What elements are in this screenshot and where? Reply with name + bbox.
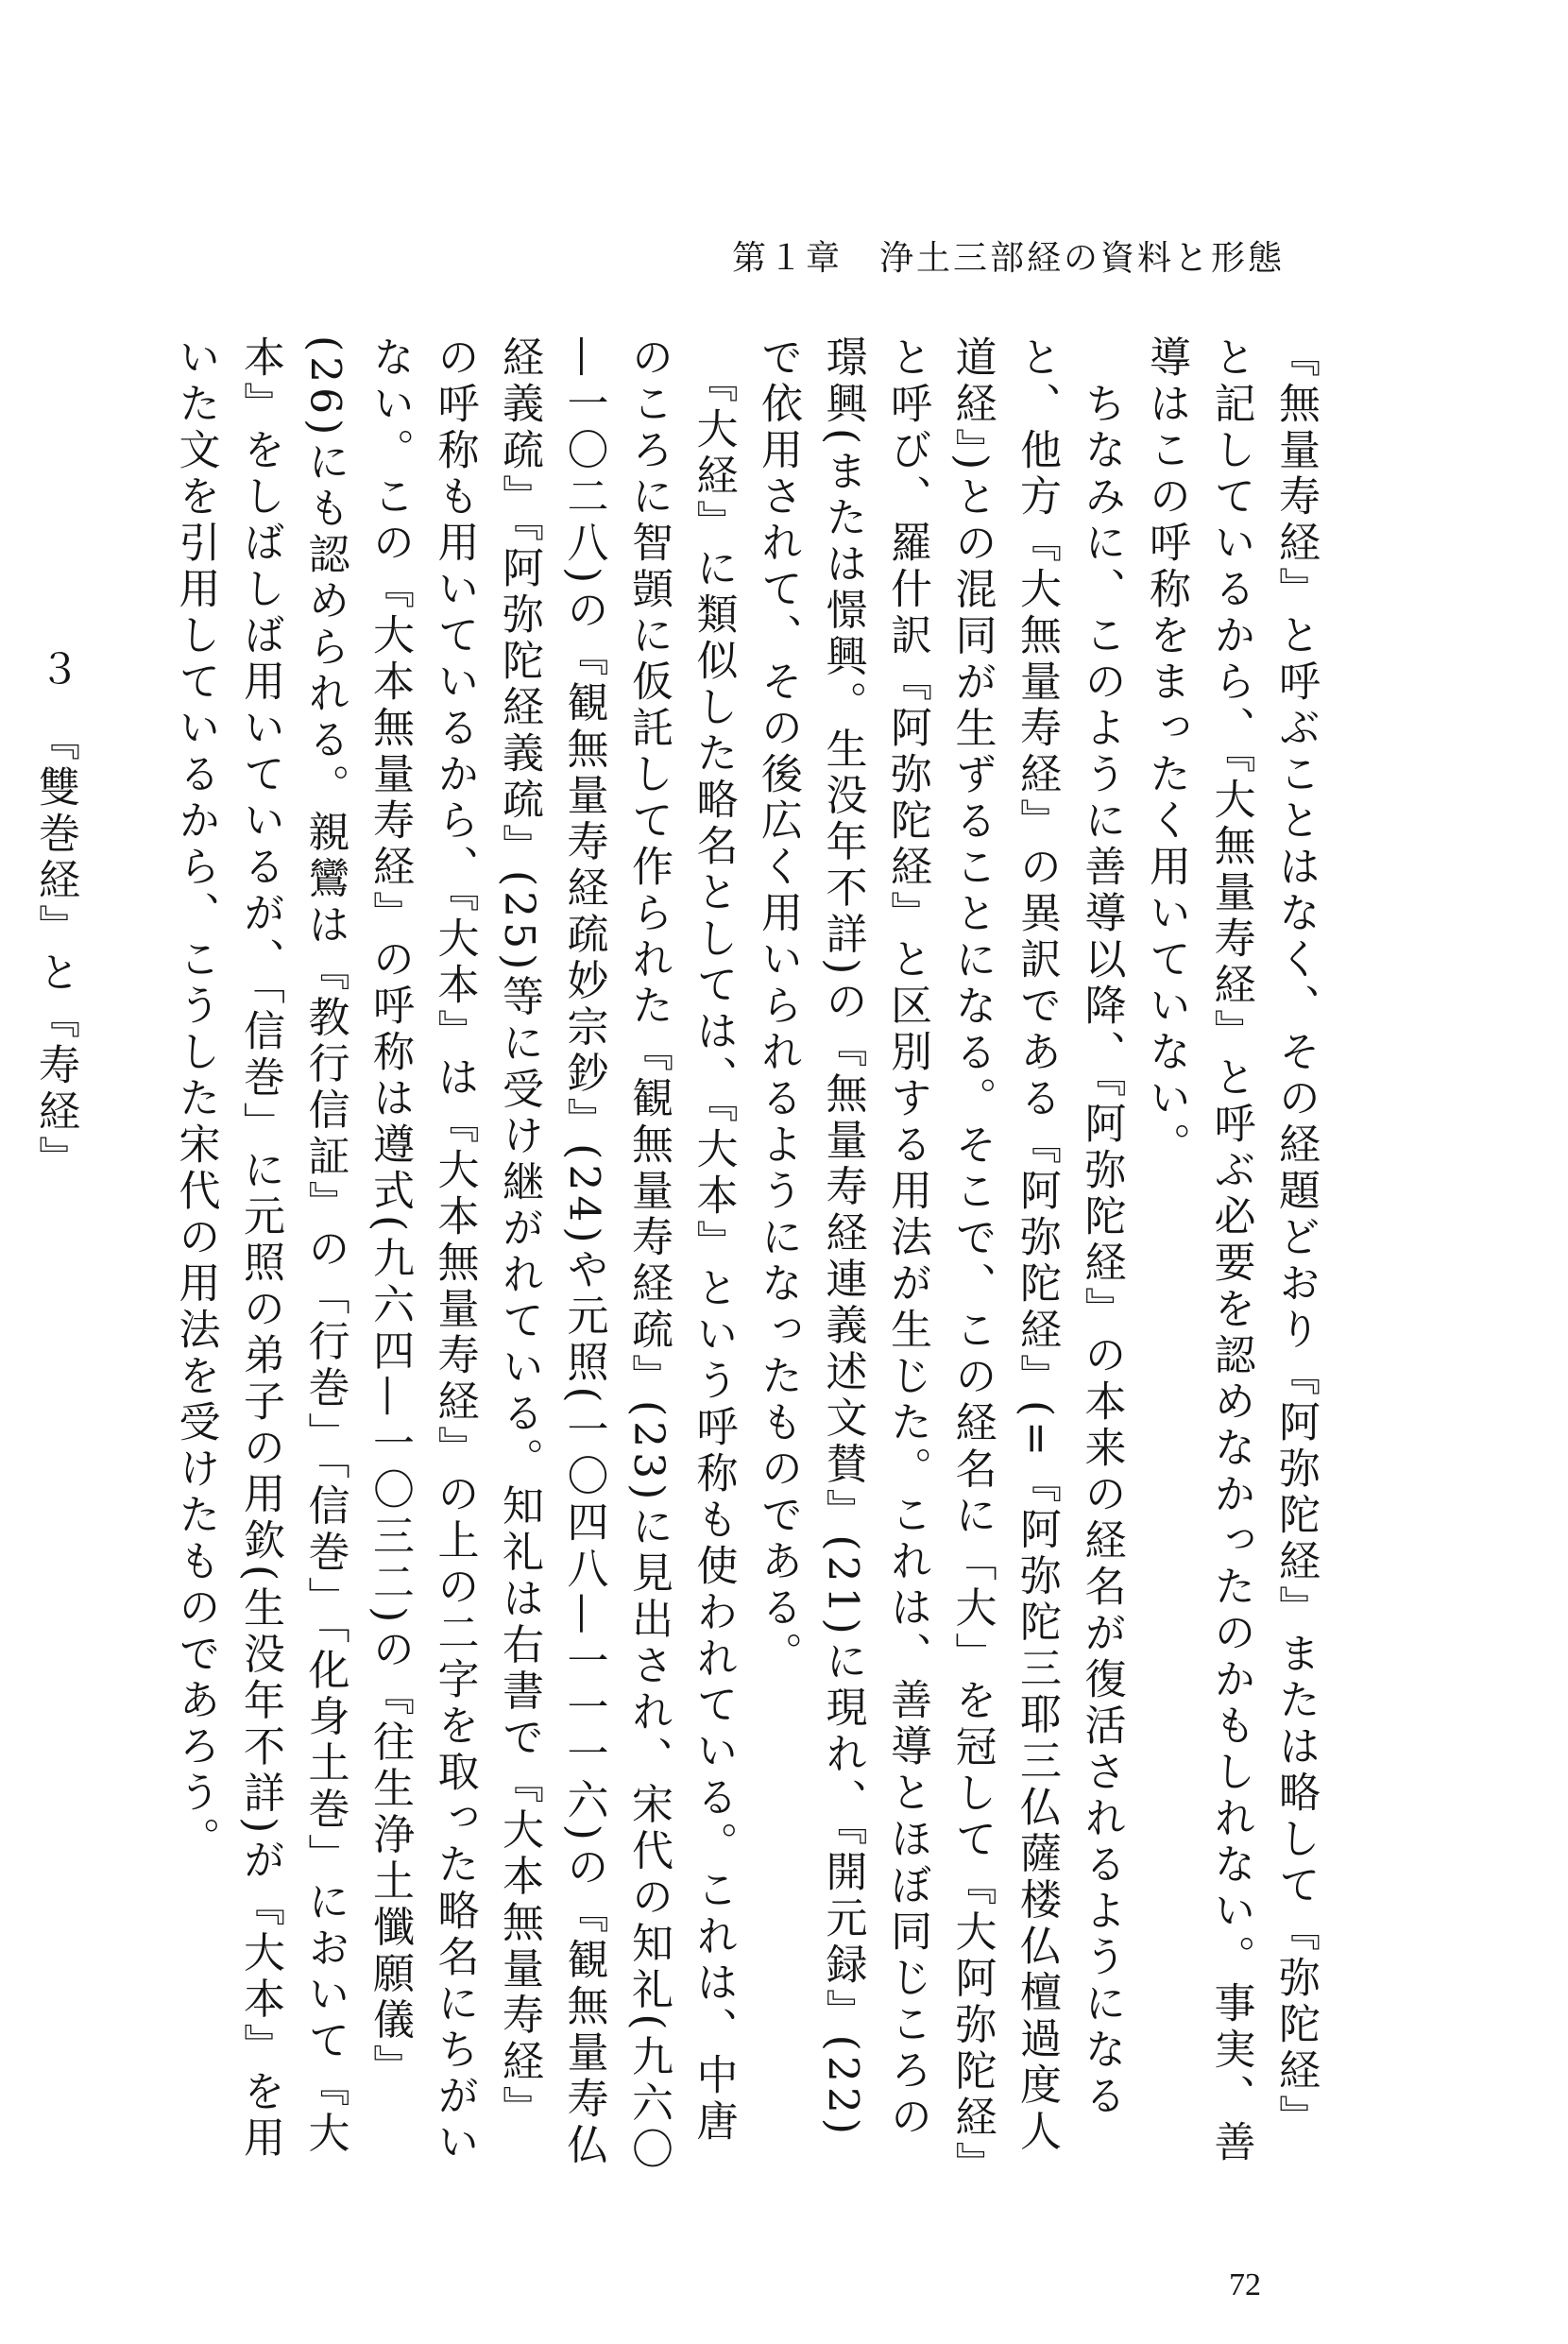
paragraph-2: ちなみに、このように善導以降、『阿弥陀経』の本来の経名が復活されるようになると、他方『大無量寿経』の異訳である『阿弥陀経』(=『阿弥陀三耶三仏薩楼仏檀過度人道経』)との混同が生ずることになる。そこで、この経名に「大」を冠して『大阿弥陀経』と呼び、羅什訳『阿弥陀経』と区別する用法が生じた。これは、善導とほぼ同じころの璟興(または憬興。生没年不詳)の『無量寿経連義述文賛』(21)に現れ、『開元録』(22)で依用されて、その後広く用いられるようになったものである。 bbox=[754, 335, 1126, 2167]
running-head: 第１章 浄土三部経の資料と形態 bbox=[731, 239, 1285, 278]
paragraph-1: 『無量寿経』と呼ぶことはなく、その経題どおり『阿弥陀経』または略して『弥陀経』と記しているから、『大無量寿経』と呼ぶ必要を認めなかったのかもしれない。事実、善導はこの呼称をまったく用いていない。 bbox=[1142, 335, 1320, 2166]
page-number: 72 bbox=[1229, 2267, 1261, 2302]
body-text bbox=[0, 335, 1327, 2178]
paragraph-3: 『大経』に類似した略名としては、『大本』という呼称も使われている。これは、中唐のころに智顗に仮託して作られた『観無量寿経疏』(23)に見出され、宋代の知礼(九六〇—一〇二八)の『観無量寿経疏妙宗鈔』(24)や元照(一〇四八—一一一六)の『観無量寿仏経義疏』『阿弥陀経義疏』(25)等に受け継がれている。知礼は右書で『大本無量寿経』の呼称も用いているから、『大本』は『大本無量寿経』の上の二字を取った略名にちがいない。この『大本無量寿経』の呼称は遵式(九六四—一〇三二)の『往生浄土懺願儀』(26)にも認められる。親鸞は『教行信証』の「行巻」「信巻」「化身土巻」において『大本』をしばしば用いているが、「信巻」に元照の弟子の用欽(生没年不詳)が『大本』を用いた文を引用しているから、こうした宋代の用法を受けたものであろう。 bbox=[171, 335, 738, 2174]
section-heading: ３ 『雙巻経』と『寿経』 bbox=[31, 647, 79, 1182]
